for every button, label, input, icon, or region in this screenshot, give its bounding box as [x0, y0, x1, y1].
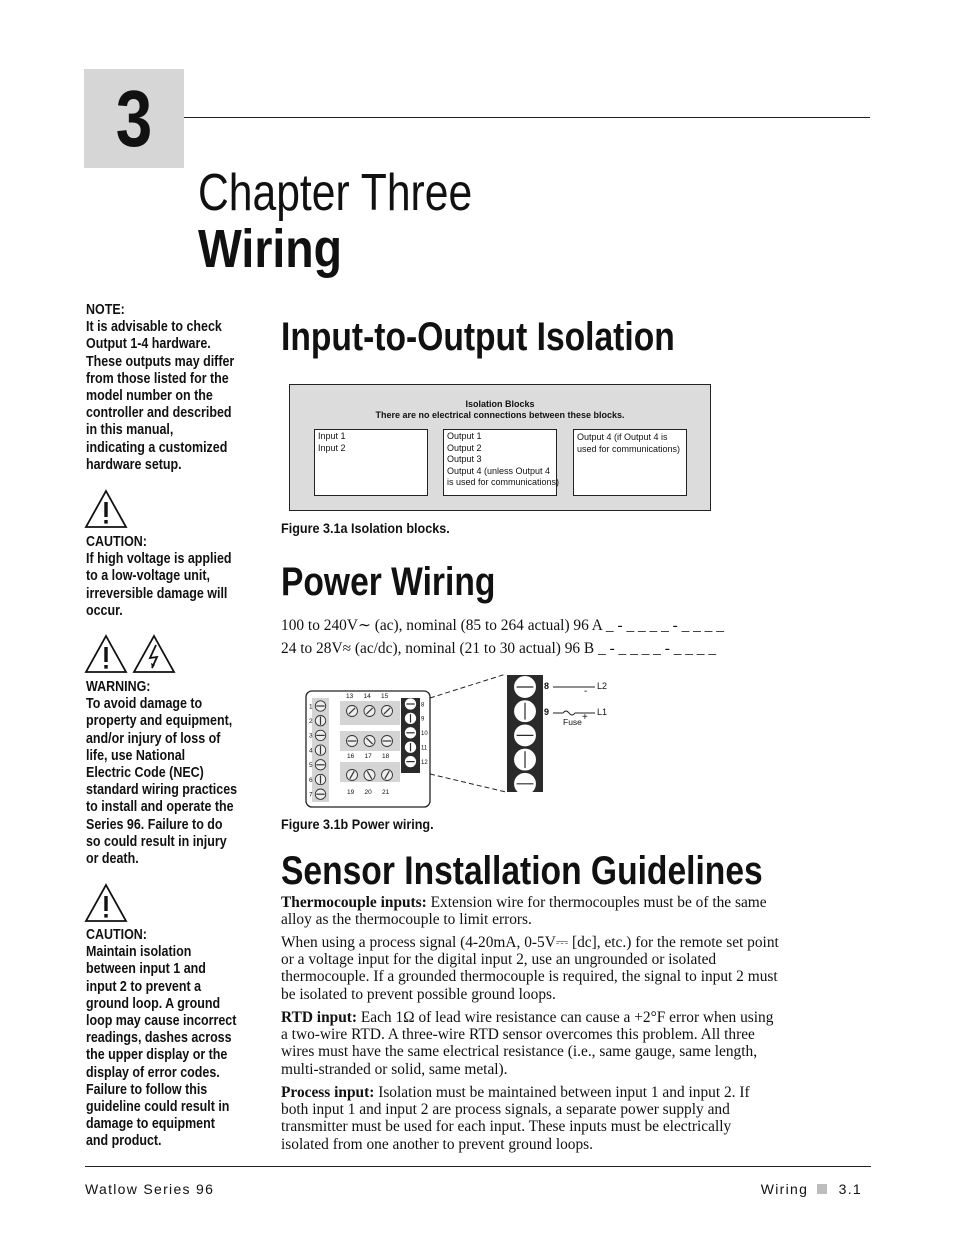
block-line: Output 3: [447, 454, 482, 464]
terminal-number-label: 13: [346, 693, 354, 700]
note-line: Output 1-4 hardware.: [86, 336, 211, 353]
terminal-number-label: 11: [421, 745, 428, 752]
block-line: Input 2: [318, 442, 346, 453]
caution-triangle-icon: [84, 634, 128, 674]
warning-line: standard wiring practices: [86, 782, 238, 799]
terminal-number-label: 20: [364, 789, 372, 796]
chapter-number: 3: [115, 74, 153, 163]
callout-line: [430, 774, 506, 792]
warning-line: To avoid damage to: [86, 696, 203, 713]
plus-label: +: [582, 712, 588, 723]
sidebar-warning: [86, 679, 238, 868]
terminal-number-label: 8: [421, 702, 425, 709]
caution-line: to a low-voltage unit,: [86, 568, 211, 585]
power-spec-acdc: 24 to 28V≈ (ac/dc), nominal (21 to 30 actual) 96 B _ - _ _ _ _ - _ _ _ _: [281, 640, 717, 657]
caution-triangle-icon: [84, 489, 128, 529]
paragraph-line: Each 1Ω of lead wire resistance can cause a +2°F error when using: [357, 1009, 774, 1026]
isolation-block-communications: [573, 429, 687, 496]
paragraph-process-input: [281, 1084, 871, 1153]
power-wiring-figure: [300, 670, 630, 810]
sidebar-caution-1: [86, 534, 232, 620]
terminal-number-label: 18: [382, 753, 390, 760]
caution-line: Maintain isolation: [86, 944, 192, 961]
warning-line: life, use National: [86, 747, 186, 764]
paragraph-line: be isolated to prevent possible ground loops.: [281, 985, 556, 1003]
paragraph-line: Extension wire for thermocouples must be of the same: [426, 894, 767, 911]
caution-heading: CAUTION:: [86, 927, 147, 943]
terminal-number-label: 15: [381, 693, 389, 700]
terminal-number-label: 19: [347, 789, 355, 796]
power-spec-ac: 100 to 240V∼ (ac), nominal (85 to 264 actual) 96 A _ - _ _ _ _ - _ _ _ _: [281, 617, 724, 634]
warning-line: so could result in injury: [86, 833, 227, 850]
paragraph-line: wires must have the same electrical resistance (i.e., same gauge, same length,: [281, 1043, 758, 1061]
caution-line: the upper display or the: [86, 1047, 228, 1064]
isolation-block-outputs: [443, 429, 560, 496]
caution-line: irreversible damage will: [86, 585, 228, 602]
terminal-number-label: 17: [364, 753, 372, 760]
footer-left: Watlow Series 96: [85, 1181, 215, 1197]
paragraph-rtd: [281, 1009, 871, 1078]
paragraph-line: or a voltage input for the digital input 2, use an ungrounded or isolated: [281, 951, 717, 969]
paragraph-line: Isolation must be maintained between input 1 and input 2. If: [374, 1084, 750, 1101]
terminal-number-label: 4: [309, 747, 313, 755]
caution-line: Failure to follow this: [86, 1081, 208, 1098]
caution-line: guideline could result in: [86, 1099, 230, 1116]
terminal-number-label: 1: [309, 703, 313, 711]
sidebar-note: [86, 302, 235, 474]
block-line: is used for communications): [447, 477, 560, 487]
paragraph-lead: Thermocouple inputs:: [281, 894, 427, 911]
footer-square-icon: [817, 1184, 827, 1194]
block-line: Input 1: [318, 431, 346, 441]
isolation-figure-subtitle: There are no electrical connections between these blocks.: [375, 410, 625, 420]
footer-page: 3.1: [838, 1181, 862, 1197]
caution-line: ground loop. A ground: [86, 995, 221, 1012]
note-line: indicating a customized: [86, 439, 228, 456]
caution-line: between input 1 and: [86, 961, 206, 978]
isolation-figure-title-line: Isolation Blocks: [465, 399, 535, 409]
note-heading: NOTE:: [86, 302, 125, 318]
isolation-heading: Input-to-Output Isolation: [281, 315, 675, 359]
warning-line: property and equipment,: [86, 713, 233, 730]
warning-line: or death.: [86, 851, 139, 868]
warning-line: to install and operate the: [86, 799, 234, 816]
note-line: in this manual,: [86, 422, 174, 439]
chapter-subtitle: Wiring: [198, 219, 343, 279]
caution-heading: CAUTION:: [86, 534, 147, 550]
figure-caption-power: Figure 3.1b Power wiring.: [281, 816, 434, 832]
sensor-heading: Sensor Installation Guidelines: [281, 849, 763, 893]
warning-line: Series 96. Failure to do: [86, 816, 223, 833]
zoom-terminal-label: 9: [544, 707, 550, 717]
header-rule: [184, 117, 870, 118]
note-line: controller and described: [86, 405, 232, 422]
terminal-number-label: 12: [421, 759, 428, 766]
caution-line: input 2 to prevent a: [86, 978, 202, 995]
paragraph-line: both input 1 and input 2 are process signals, a separate power supply and: [281, 1101, 730, 1119]
terminal-number-label: 6: [309, 776, 313, 784]
terminal-number-label: 3: [309, 732, 313, 740]
paragraph-line: isolated from one another to prevent ground loops.: [281, 1135, 594, 1153]
isolation-figure-title: [289, 399, 711, 421]
warning-line: Electric Code (NEC): [86, 765, 204, 782]
terminal-number-label: 16: [347, 753, 355, 760]
sidebar-caution-2: [86, 927, 237, 1151]
figure-caption-isolation: Figure 3.1a Isolation blocks.: [281, 520, 450, 536]
caution-line: occur.: [86, 602, 123, 619]
fuse-label: Fuse: [563, 717, 582, 727]
caution-triangle-icon: [84, 883, 128, 923]
note-line: hardware setup.: [86, 456, 182, 473]
note-line: model number on the: [86, 388, 213, 405]
terminal-number-label: 5: [309, 762, 313, 770]
terminal-number-label: 14: [363, 693, 371, 700]
block-line: Output 1: [447, 431, 482, 441]
caution-line: display of error codes.: [86, 1064, 220, 1081]
block-line: Output 2: [447, 442, 482, 453]
caution-line: damage to equipment: [86, 1116, 215, 1133]
note-line: These outputs may differ: [86, 353, 235, 370]
callout-line: [430, 674, 506, 698]
paragraph-line: a two-wire RTD. A three-wire RTD sensor overcomes this problem. All three: [281, 1026, 755, 1044]
block-line: Output 4 (unless Output 4: [447, 465, 551, 476]
minus-label: -: [584, 686, 588, 697]
paragraph-line: transmitter must be used for each input. These inputs must be electrically: [281, 1118, 732, 1136]
paragraph-lead: Process input:: [281, 1084, 375, 1101]
note-line: from those listed for the: [86, 370, 229, 387]
warning-line: and/or injury of loss of: [86, 730, 221, 747]
paragraph-line: When using a process signal (4-20mA, 0-5V⎓ [dc], etc.) for the remote set point: [281, 934, 779, 951]
power-heading: Power Wiring: [281, 560, 496, 604]
paragraph-line: thermocouple. If a grounded thermocouple is required, the signal to input 2 must: [281, 968, 778, 986]
paragraph-line: multi-stranded or solid, same metal).: [281, 1060, 508, 1078]
chapter-title: Chapter Three: [198, 164, 473, 222]
terminal-number-label: 21: [382, 789, 390, 796]
terminal-number-label: 10: [421, 731, 428, 738]
footer-rule: [85, 1166, 871, 1167]
electric-shock-icon: [132, 634, 176, 674]
caution-line: loop may cause incorrect: [86, 1013, 237, 1030]
block-line: Output 4 (if Output 4 is: [577, 432, 668, 442]
paragraph-lead: RTD input:: [281, 1009, 358, 1026]
warning-heading: WARNING:: [86, 679, 151, 695]
l2-label: L2: [597, 681, 608, 691]
zoom-terminal-label: 8: [544, 681, 550, 691]
l1-label: L1: [597, 707, 608, 717]
isolation-block-inputs: [314, 429, 428, 496]
block-line: used for communications): [577, 443, 681, 454]
caution-line: readings, dashes across: [86, 1030, 232, 1047]
footer-section: Wiring: [760, 1181, 809, 1197]
paragraph-line: alloy as the thermocouple to limit errors.: [281, 911, 532, 929]
note-line: It is advisable to check: [86, 319, 222, 336]
caution-line: If high voltage is applied: [86, 551, 232, 568]
footer-right: [761, 1181, 862, 1197]
zoom-screws: [515, 677, 536, 795]
terminal-number-label: 9: [421, 716, 425, 723]
terminal-number-label: 2: [309, 718, 313, 725]
paragraph-process-signal: [281, 934, 871, 1003]
terminal-number-label: 7: [309, 791, 313, 799]
paragraph-thermocouple: [281, 894, 871, 928]
caution-line: and product.: [86, 1133, 162, 1150]
